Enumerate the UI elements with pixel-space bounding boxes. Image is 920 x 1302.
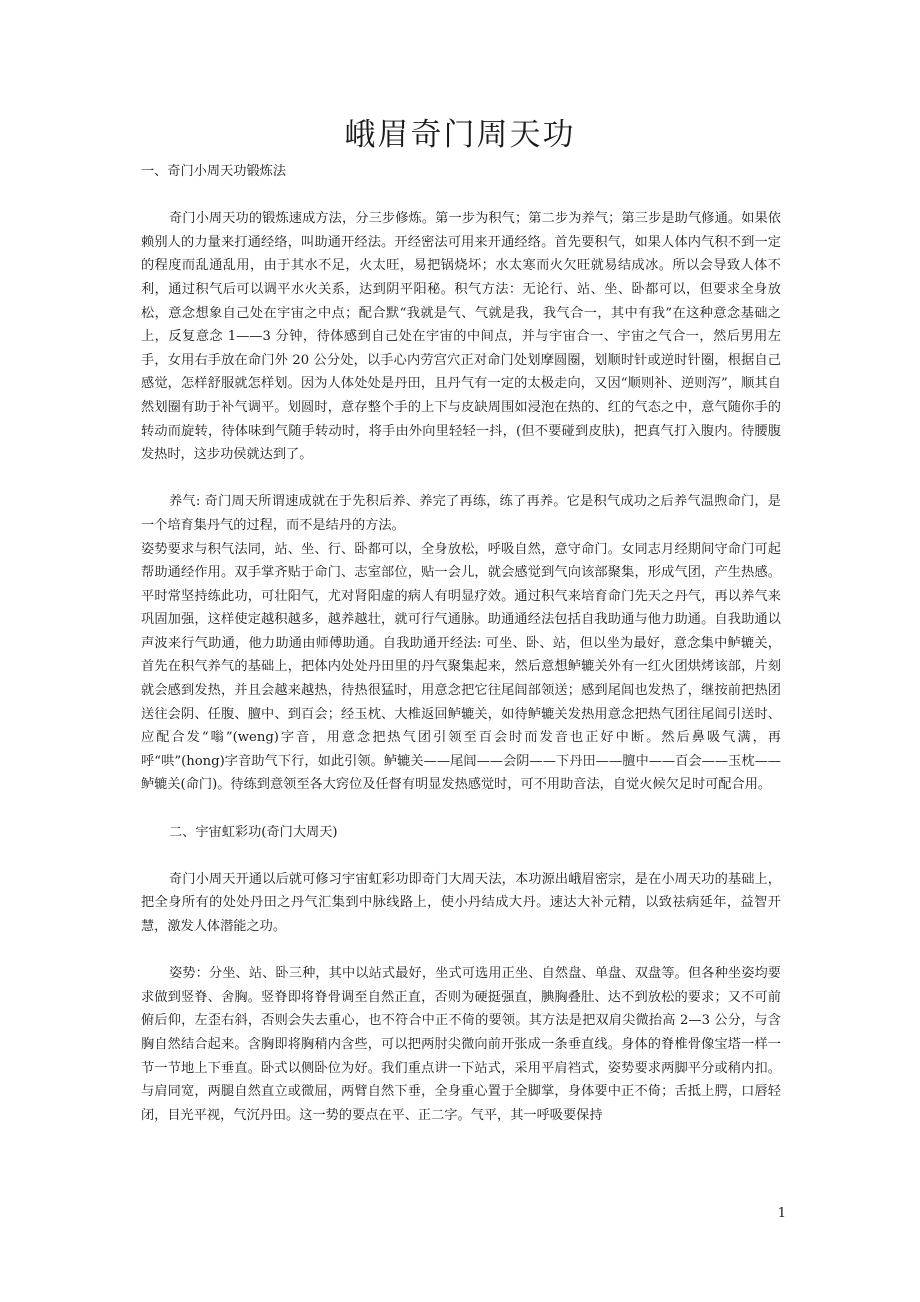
paragraph-posture-assist: 姿势要求与积气法同，站、坐、行、卧都可以，全身放松，呼吸自然，意守命门。女同志月经期间守命门可起帮助通经作用。双手掌齐贴于命门、志室部位，贴一会儿，就会感觉到气向该部聚集，形成气团，产生热感。平时常坚持练此功，可壮阳气，尤对肾阳虚的病人有明显疗效。通过积气来培育命门先天之丹气，再以养气来巩固加强，这样使定越积越多，越养越壮，就可行气通脉。助通通经法包括自我助通与他力助通。自我助通以声波来行气助通，他力助通由师傅助通。自我助通开经法: 可坐、卧、站，但以坐为最好，意念集中鲈辘关，首先在积气养气的基础上，把体内处处丹田里的丹气聚集起来，然后意想鲈辘关外有一红火团烘烤该部，片刻就会感到发热，并且会越来越热，待热很猛时，用意念把它往尾闾部领送；感到尾闾也发热了，继按前把热团送往会阴、任腹、膻中、到百会；经玉枕、大椎返回鲈辘关，如待鲈辘关发热用意念把热气团往尾闾引送时、应配合发“嗡”(weng)字音，用意念把热气团引领至百会时而发音也正好中断。然后鼻吸气满，再呼“哄”(hong)字音助气下行，如此引领。鲈辘关——尾闾——会阴——下丹田——膻中——百会——玉枕——鲈辘关(命门)。待练到意领至各大窍位及任督有明显发热感觉时，可不用助音法，自觉火候欠足时可配合用。	[141, 541, 781, 793]
document-title: 峨眉奇门周天功	[344, 117, 576, 153]
paragraph-posture: 姿势：分坐、站、卧三种，其中以站式最好，坐式可选用正坐、自然盘、单盘、双盘等。但各种坐姿均要求做到竖脊、舍胸。竖脊即将脊骨调至自然正直，否则为硬挺强直，腆胸叠肚、达不到放松的要求；又不可前俯后仰，左歪右斜，否则会失去重心，也不符合中正不倚的要领。其方法是把双肩尖微抬高 2—3 公分，与含胸自然结合起来。含胸即将胸稍内含些，可以把两肘尖微向前开张成一条垂直线。身体的脊椎骨像宝塔一样一节一节地上下垂直。卧式以侧卧位为好。我们重点讲一下站式，采用平肩裆式，姿势要求两脚平分或稍内扣。与肩同宽，两腿自然直立或微屈，两臂自然下垂，全身重心置于全脚掌，身体要中正不倚；舌抵上腭，口唇轻闭，目光平视，气沉丹田。这一势的要点在平、正二字。气平，其一呼吸要保持	[141, 966, 781, 1123]
paragraph-nourish-qi: 养气: 奇门周天所谓速成就在于先积后养、养完了再练，练了再养。它是积气成功之后养气温煦命门，是一个培育集丹气的过程，而不是结丹的方法。	[141, 494, 781, 533]
section-heading-1: 一、奇门小周天功锻炼法	[141, 164, 287, 179]
page-number: 1	[777, 1206, 786, 1221]
section-heading-2: 二、宇宙虹彩功(奇门大周天)	[169, 824, 338, 840]
spacer	[141, 939, 781, 963]
spacer	[141, 184, 781, 208]
paragraph-accumulate-qi: 奇门小周天功的锻炼速成方法，分三步修炼。第一步为积气；第二步为养气；第三步是助气修通。如果依赖别人的力量来打通经络，叫助通开经法。开经密法可用来开通经络。首先要积气，如果人体内气积不到一定的程度而乱通乱用，由于其水不足，火太旺，易把锅烧坏；水太寒而火欠旺就易结成冰。所以会导致人体不利，通过积气后可以调平水火关系，达到阴平阳秘。积气方法：无论行、站、坐、卧都可以，但要求全身放松，意念想象自己处在宇宙之中点；配合默“我就是气、气就是我，我气合一，其中有我”在这种意念基础之上，反复意念 1——3 分钟，待体感到自己处在宇宙的中间点，并与宇宙合一、宇宙之气合一，然后男用左手，女用右手放在命门外 20 公分处，以手心内劳宫穴正对命门处划摩圆圈，划顺时针或逆时针圈，根据自己感觉，怎样舒服就怎样划。因为人体处处是丹田，且丹气有一定的太极走向，又因“顺则补、逆则泻”，顺其自然划圈有助于补气调平。划圆时，意存整个手的上下与皮缺周围如浸泡在热的、红的气态之中，意气随你手的转动而旋转，待体味到气随手转动时，将手由外向里轻轻一抖，(但不要碰到皮肤)，把真气打入腹内。待腰腹发热时，这步功侯就达到了。	[141, 211, 781, 463]
spacer	[141, 467, 781, 491]
document-body	[141, 160, 781, 1127]
spacer	[141, 797, 781, 821]
paragraph-cosmic-rainbow: 奇门小周天开通以后就可修习宇宙虹彩功即奇门大周天法，本功源出峨眉密宗，是在小周天功的基础上，把全身所有的处处丹田之丹气汇集到中脉线路上，使小丹结成大丹。速达大补元精，以致祛病延年，益智开慧，激发人体潜能之功。	[141, 871, 781, 934]
spacer	[141, 844, 781, 868]
